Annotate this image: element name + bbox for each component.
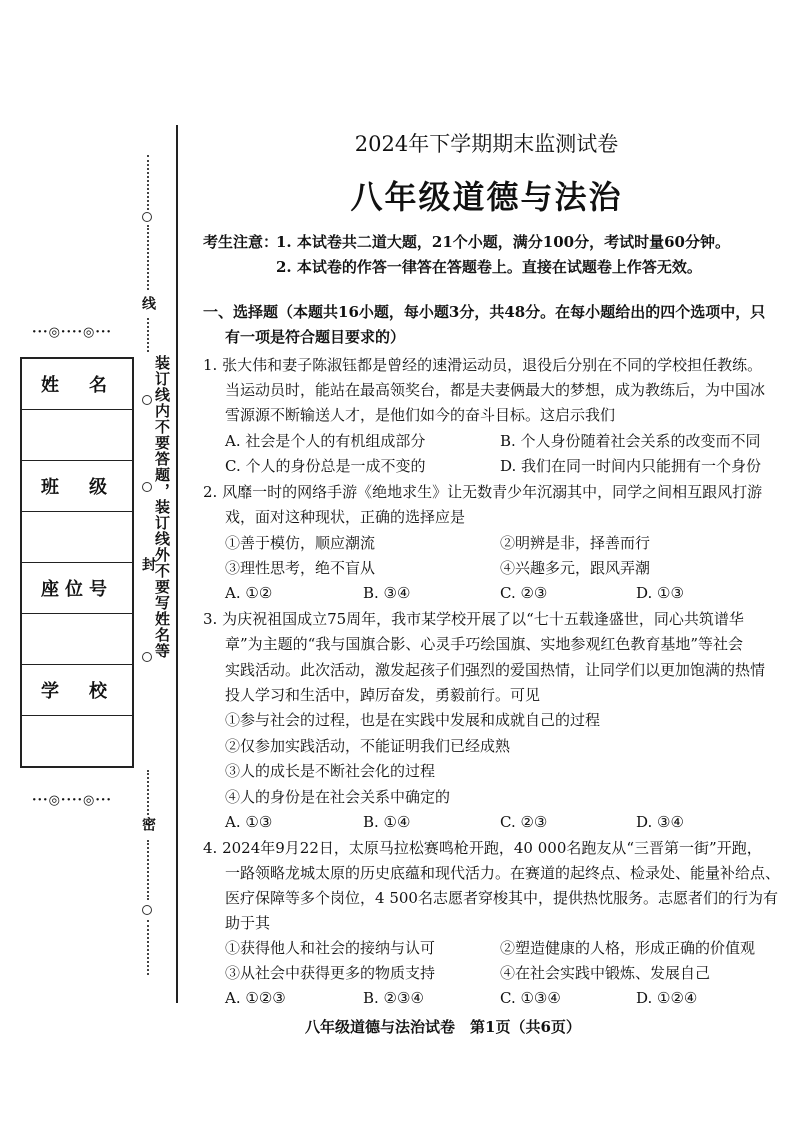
notice-label: 考生注意： [203, 233, 279, 251]
question-2-option-d: D. ①③ [636, 584, 684, 602]
separator-dots-bottom: ···◎····◎··· [32, 793, 112, 808]
section-heading-cont: 有一项是符合题目要求的） [225, 328, 406, 346]
question-3-line: 章”为主题的“我与国旗合影、心灵手巧绘国旗、实地参观红色教育基地”等社会 [225, 635, 744, 653]
question-3-line: 3. 为庆祝祖国成立75周年，我市某学校开展了以“七十五载逢盛世，同心共筑谱华 [203, 610, 744, 628]
student-info-box [20, 357, 134, 768]
question-2-line: 戏，面对这种现状，正确的选择应是 [225, 508, 466, 526]
question-3-item: ①参与社会的过程，也是在实践中发展和成就自己的过程 [225, 711, 601, 729]
question-4-line: 一路领略龙城太原的历史底蕴和现代活力。在赛道的起终点、检录处、能量补给点、 [225, 864, 781, 882]
question-3-option-c: C. ②③ [500, 813, 548, 831]
dotted-guide [147, 840, 149, 900]
seal-char-line: 线 [140, 296, 156, 310]
question-4-item: ①获得他人和社会的接纳与认可 [225, 939, 436, 957]
question-2-line: 2. 风靡一时的网络手游《绝地求生》让无数青少年沉溺其中，同学之间相互跟风打游 [203, 483, 763, 501]
dotted-guide [147, 318, 149, 352]
question-4-option-a: A. ①②③ [225, 989, 286, 1007]
question-1-line: 雪源源不断输送人才，是他们如今的奋斗目标。这启示我们 [225, 406, 616, 424]
binding-instruction: 装订线内不要答题，装订线外不要写姓名等 [153, 355, 171, 659]
circle-mark-icon [142, 482, 152, 492]
question-1-option-b: B. 个人身份随着社会关系的改变而不同 [500, 432, 761, 450]
exam-title: 2024年下学期期末监测试卷 [354, 132, 619, 156]
question-2-item: ①善于模仿，顺应潮流 [225, 534, 376, 552]
seal-char-mi: 密 [140, 817, 156, 831]
dotted-guide [147, 225, 149, 290]
question-3-item: ④人的身份是在社会关系中确定的 [225, 788, 451, 806]
question-2-item: ②明辨是非，择善而行 [500, 534, 651, 552]
question-4-item: ②塑造健康的人格，形成正确的价值观 [500, 939, 756, 957]
question-1-option-c: C. 个人的身份总是一成不变的 [225, 457, 426, 475]
question-2-item: ④兴趣多元，跟风弄潮 [500, 559, 651, 577]
question-4-item: ④在社会实践中锻炼、发展自己 [500, 964, 711, 982]
question-4-line: 助于其 [225, 914, 271, 932]
question-3-option-a: A. ①③ [225, 813, 273, 831]
question-1-option-a: A. 社会是个人的有机组成部分 [225, 432, 426, 450]
question-4-option-d: D. ①②④ [636, 989, 698, 1007]
circle-mark-icon [142, 652, 152, 662]
info-label-class: 班 级 [22, 461, 132, 512]
circle-mark-icon [142, 212, 152, 222]
page-footer: 八年级道德与法治试卷 第1页（共6页） [305, 1018, 581, 1036]
notice-item-2: 2. 本试卷的作答一律答在答题卷上。直接在试题卷上作答无效。 [276, 258, 702, 276]
question-4-line: 4. 2024年9月22日，太原马拉松赛鸣枪开跑，40 000名跑友从“三晋第一街”开跑， [203, 839, 762, 857]
question-3-line: 实践活动。此次活动，激发起孩子们强烈的爱国热情，让同学们以更加饱满的热情 [225, 661, 766, 679]
seal-char-ban: 封 [140, 557, 156, 571]
circle-mark-icon [142, 395, 152, 405]
dotted-guide-top [147, 155, 149, 210]
question-3-item: ③人的成长是不断社会化的过程 [225, 762, 436, 780]
question-2-option-c: C. ②③ [500, 584, 548, 602]
dotted-guide [147, 770, 149, 815]
question-1-line: 1. 张大伟和妻子陈淑钰都是曾经的速滑运动员，退役后分别在不同的学校担任教练。 [203, 356, 763, 374]
question-2-item: ③理性思考，绝不盲从 [225, 559, 376, 577]
info-input-seat [22, 614, 132, 665]
info-input-class [22, 512, 132, 563]
question-2-option-b: B. ③④ [363, 584, 411, 602]
question-3-option-d: D. ③④ [636, 813, 684, 831]
question-4-line: 医疗保障等多个岗位，4 500名志愿者穿梭其中，提供热忱服务。志愿者们的行为有 [225, 889, 778, 907]
notice-item-1: 1. 本试卷共二道大题，21个小题，满分100分，考试时量60分钟。 [276, 233, 730, 251]
info-label-seat: 座位号 [22, 563, 132, 614]
separator-dots-top: ···◎····◎··· [32, 325, 112, 340]
section-heading: 一、选择题（本题共16小题，每小题3分，共48分。在每小题给出的四个选项中，只 [203, 303, 766, 321]
question-4-option-c: C. ①③④ [500, 989, 561, 1007]
subject-title: 八年级道德与法治 [350, 178, 623, 216]
info-input-school [22, 716, 132, 766]
question-3-item: ②仅参加实践活动，不能证明我们已经成熟 [225, 737, 511, 755]
circle-mark-icon [142, 905, 152, 915]
info-label-name: 姓 名 [22, 359, 132, 410]
info-input-name [22, 410, 132, 461]
question-2-option-a: A. ①② [225, 584, 273, 602]
question-4-option-b: B. ②③④ [363, 989, 424, 1007]
dotted-guide-bottom [147, 920, 149, 975]
question-3-option-b: B. ①④ [363, 813, 411, 831]
question-3-line: 投人学习和生活中，踔厉奋发，勇毅前行。可见 [225, 686, 541, 704]
question-1-line: 当运动员时，能站在最高领奖台，都是夫妻俩最大的梦想，成为教练后，为中国冰 [225, 381, 766, 399]
binding-border-line [176, 125, 178, 1003]
question-4-item: ③从社会中获得更多的物质支持 [225, 964, 436, 982]
question-1-option-d: D. 我们在同一时间内只能拥有一个身份 [500, 457, 762, 475]
info-label-school: 学 校 [22, 665, 132, 716]
